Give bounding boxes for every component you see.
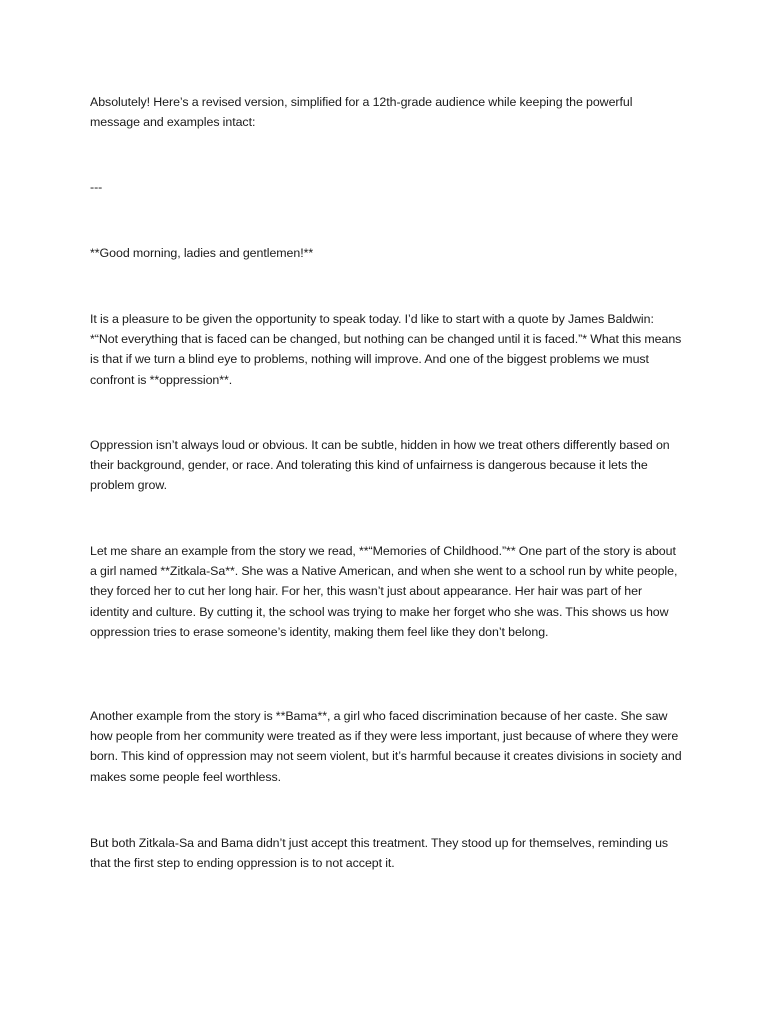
paragraph-bama: Another example from the story is **Bama**, a girl who faced discrimination because of her caste. She saw how people from her community were treated as if they were less important, just because of where they were born. This kind of oppression may not seem violent, but it’s harmful because it creates divisions in society and makes some people feel worthless. (90, 709, 682, 784)
intro-paragraph: Absolutely! Here’s a revised version, simplified for a 12th-grade audience while keeping the powerful message and examples intact: (90, 95, 633, 130)
paragraph-baldwin-quote: It is a pleasure to be given the opportunity to speak today. I’d like to start with a quote by James Baldwin: *“Not everything that is faced can be changed, but nothing can be changed until it is faced.”* What this means is that if we turn a blind eye to problems, nothing will improve. And one of the biggest problems we must confront is **oppression**. (90, 312, 682, 387)
greeting-line: **Good morning, ladies and gentlemen!** (90, 246, 314, 260)
paragraph-zitkala-sa: Let me share an example from the story we read, **“Memories of Childhood.”** One part of the story is about a girl named **Zitkala-Sa**. She was a Native American, and when she went to a school run by white people, they forced her to cut her long hair. For her, this wasn’t just about appearance. Her hair was part of her identity and culture. By cutting it, the school was trying to make her forget who she was. This shows us how oppression tries to erase someone’s identity, making them feel like they don’t belong. (90, 544, 678, 639)
paragraph-conclusion: But both Zitkala-Sa and Bama didn’t just accept this treatment. They stood up for themselves, reminding us that the first step to ending oppression is to not accept it. (90, 836, 669, 871)
paragraph-oppression-subtle: Oppression isn’t always loud or obvious. It can be subtle, hidden in how we treat others differently based on their background, gender, or race. And tolerating this kind of unfairness is dangerous because it lets the problem grow. (90, 438, 670, 493)
section-separator: --- (90, 180, 103, 194)
